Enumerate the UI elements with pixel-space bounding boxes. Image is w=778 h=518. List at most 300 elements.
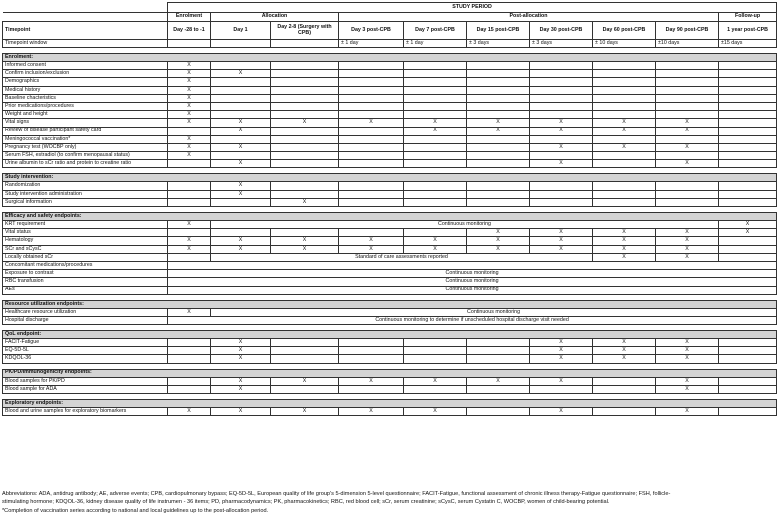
schedule-of-activities-table <box>2 2 777 416</box>
empty-cell <box>271 135 339 143</box>
schedule-mark: X <box>593 119 656 127</box>
empty-cell <box>339 143 404 151</box>
empty-cell <box>211 135 271 143</box>
activity-label: Study intervention administration <box>3 190 168 198</box>
empty-cell <box>593 111 656 119</box>
schedule-mark: X <box>211 237 271 245</box>
section-header-row <box>3 331 777 339</box>
empty-cell <box>656 135 719 143</box>
schedule-mark: X <box>339 237 404 245</box>
table-row <box>3 253 777 261</box>
empty-cell <box>593 198 656 206</box>
empty-cell <box>211 94 271 102</box>
schedule-mark: X <box>656 385 719 393</box>
schedule-mark: X <box>467 127 530 135</box>
schedule-mark: X <box>404 237 467 245</box>
table-row <box>3 182 777 190</box>
timepoint-window-cell: ±10 days <box>656 40 719 48</box>
footnote-line: stimulating hormone; KDQOL-36, kidney disease quality of life instrumen - 36 items; PD, pharmacodynamics; PK, pharmacokinetics; RBC, red blood cell; sCr, serum creatinine; sCysC, serum Cystatin C, WOCBP, women of child-bearing potential. <box>2 499 610 506</box>
empty-cell <box>467 198 530 206</box>
schedule-mark: X <box>211 119 271 127</box>
timepoint-column-header: Day -28 to -1 <box>168 22 211 40</box>
schedule-mark: X <box>211 127 271 135</box>
schedule-mark: X <box>530 119 593 127</box>
empty-cell <box>168 347 211 355</box>
empty-cell <box>271 160 339 168</box>
schedule-mark: X <box>530 143 593 151</box>
empty-cell <box>404 143 467 151</box>
empty-cell <box>593 78 656 86</box>
timepoint-column-header: 1 year post-CPB <box>719 22 777 40</box>
schedule-mark: X <box>211 377 271 385</box>
schedule-mark: X <box>271 408 339 416</box>
empty-cell <box>339 62 404 70</box>
schedule-mark: X <box>467 237 530 245</box>
empty-cell <box>656 190 719 198</box>
empty-cell <box>719 143 777 151</box>
timepoint-header-row <box>3 22 777 40</box>
schedule-mark: X <box>530 127 593 135</box>
empty-cell <box>719 127 777 135</box>
empty-cell <box>339 355 404 363</box>
empty-cell <box>404 94 467 102</box>
schedule-mark: X <box>593 339 656 347</box>
schedule-mark: X <box>530 160 593 168</box>
empty-cell <box>404 355 467 363</box>
schedule-mark: X <box>168 94 211 102</box>
empty-cell <box>211 111 271 119</box>
empty-cell <box>593 62 656 70</box>
schedule-mark: X <box>168 237 211 245</box>
empty-cell <box>339 339 404 347</box>
empty-cell <box>719 152 777 160</box>
table-row <box>3 190 777 198</box>
activity-label: Blood samples for PK/PD <box>3 377 168 385</box>
schedule-mark: X <box>593 253 656 261</box>
schedule-mark: X <box>593 127 656 135</box>
empty-cell <box>211 198 271 206</box>
activity-label: SCr and sCysC <box>3 245 168 253</box>
empty-cell <box>719 190 777 198</box>
empty-cell <box>271 347 339 355</box>
activity-label: Serum FSH, estradiol (to confirm menopausal status) <box>3 152 168 160</box>
schedule-mark: X <box>168 62 211 70</box>
study-period-label: STUDY PERIOD <box>168 3 777 13</box>
schedule-mark: X <box>404 408 467 416</box>
schedule-mark: X <box>656 347 719 355</box>
merged-cell <box>168 261 777 269</box>
table-row <box>3 198 777 206</box>
schedule-mark: X <box>530 355 593 363</box>
empty-cell <box>719 78 777 86</box>
empty-cell <box>593 94 656 102</box>
empty-cell <box>719 70 777 78</box>
empty-cell <box>168 253 211 261</box>
empty-cell <box>719 339 777 347</box>
empty-cell <box>467 94 530 102</box>
timepoint-window-cell: ± 3 days <box>467 40 530 48</box>
empty-cell <box>593 86 656 94</box>
empty-cell <box>656 111 719 119</box>
activity-label: Blood and urine samples for exploratory biomarkers <box>3 408 168 416</box>
empty-cell <box>404 78 467 86</box>
empty-cell <box>339 182 404 190</box>
empty-cell <box>593 152 656 160</box>
empty-cell <box>339 229 404 237</box>
empty-cell <box>719 86 777 94</box>
activity-label: Weight and height <box>3 111 168 119</box>
empty-cell <box>211 78 271 86</box>
schedule-mark: X <box>211 347 271 355</box>
empty-cell <box>467 135 530 143</box>
timepoint-window-cell: ±15 days <box>719 40 777 48</box>
activity-label: Locally obtained sCr <box>3 253 168 261</box>
schedule-mark: X <box>211 385 271 393</box>
empty-cell <box>168 355 211 363</box>
empty-cell <box>168 182 211 190</box>
table-row <box>3 94 777 102</box>
empty-cell <box>271 143 339 151</box>
activity-label: Confirm inclusion/exclusion <box>3 70 168 78</box>
merged-cell: Continuous monitoring <box>168 278 777 286</box>
empty-cell <box>271 111 339 119</box>
table-row <box>3 111 777 119</box>
empty-cell <box>467 408 530 416</box>
schedule-mark: X <box>168 408 211 416</box>
schedule-mark: X <box>467 229 530 237</box>
section-header-row <box>3 174 777 182</box>
activity-label: FACIT-Fatigue <box>3 339 168 347</box>
empty-cell <box>593 182 656 190</box>
schedule-mark: X <box>467 119 530 127</box>
empty-cell <box>467 102 530 110</box>
footnote-line: *Completion of vaccination series according to national and local guidelines up to the post-allocation period. <box>2 507 269 514</box>
timepoint-window-cell <box>168 40 211 48</box>
empty-cell <box>339 198 404 206</box>
post-allocation-phase-label: Post-allocation <box>339 13 719 22</box>
empty-cell <box>467 78 530 86</box>
schedule-mark: X <box>530 347 593 355</box>
table-row <box>3 143 777 151</box>
empty-cell <box>719 102 777 110</box>
schedule-mark: X <box>339 245 404 253</box>
empty-cell <box>404 62 467 70</box>
schedule-mark: X <box>168 135 211 143</box>
timepoint-window-cell: ± 1 day <box>339 40 404 48</box>
schedule-mark: X <box>168 102 211 110</box>
table-row <box>3 237 777 245</box>
empty-cell <box>168 339 211 347</box>
empty-cell <box>467 182 530 190</box>
empty-cell <box>339 102 404 110</box>
empty-cell <box>530 198 593 206</box>
timepoint-column-header: Day 2-8 (Surgery with CPB) <box>271 22 339 40</box>
table-row <box>3 119 777 127</box>
activity-label: RBC transfusion <box>3 278 168 286</box>
empty-cell <box>271 70 339 78</box>
timepoint-window-cell <box>271 40 339 48</box>
empty-cell <box>530 70 593 78</box>
table-row <box>3 78 777 86</box>
empty-cell <box>211 152 271 160</box>
empty-cell <box>719 385 777 393</box>
schedule-mark: X <box>593 245 656 253</box>
schedule-mark: X <box>211 70 271 78</box>
empty-cell <box>271 152 339 160</box>
empty-cell <box>719 62 777 70</box>
empty-cell <box>271 190 339 198</box>
schedule-mark: X <box>168 78 211 86</box>
schedule-mark: X <box>211 355 271 363</box>
empty-cell <box>339 111 404 119</box>
empty-cell <box>719 245 777 253</box>
activity-label: Hospital discharge <box>3 316 168 324</box>
table-row <box>3 102 777 110</box>
schedule-mark: X <box>339 377 404 385</box>
empty-cell <box>339 78 404 86</box>
empty-cell <box>467 339 530 347</box>
empty-cell <box>719 119 777 127</box>
empty-cell <box>530 78 593 86</box>
empty-cell <box>719 237 777 245</box>
empty-cell <box>404 135 467 143</box>
empty-cell <box>467 62 530 70</box>
empty-cell <box>467 143 530 151</box>
empty-cell <box>656 70 719 78</box>
empty-cell <box>339 347 404 355</box>
activity-label: AEs <box>3 286 168 294</box>
table-row <box>3 127 777 135</box>
empty-cell <box>719 347 777 355</box>
activity-label: Informed consent <box>3 62 168 70</box>
schedule-mark: X <box>271 377 339 385</box>
table-row <box>3 308 777 316</box>
empty-cell <box>339 127 404 135</box>
empty-cell <box>467 111 530 119</box>
empty-cell <box>211 62 271 70</box>
empty-cell <box>593 160 656 168</box>
phase-header-row <box>3 13 777 22</box>
schedule-mark: X <box>530 377 593 385</box>
study-period-header-row <box>3 3 777 13</box>
empty-cell <box>271 355 339 363</box>
schedule-mark: X <box>168 111 211 119</box>
schedule-mark: X <box>168 221 211 229</box>
timepoint-window-row <box>3 40 777 48</box>
section-title: Efficacy and safety endpoints: <box>3 213 777 221</box>
table-row <box>3 355 777 363</box>
empty-cell <box>404 111 467 119</box>
schedule-mark: X <box>656 245 719 253</box>
table-row <box>3 347 777 355</box>
empty-cell <box>271 385 339 393</box>
empty-cell <box>404 385 467 393</box>
empty-cell <box>404 102 467 110</box>
schedule-mark: X <box>656 339 719 347</box>
empty-cell <box>467 70 530 78</box>
timepoint-window-cell <box>211 40 271 48</box>
empty-cell <box>656 102 719 110</box>
schedule-mark: X <box>271 245 339 253</box>
empty-cell <box>339 86 404 94</box>
empty-cell <box>404 70 467 78</box>
schedule-mark: X <box>656 355 719 363</box>
section-header-row <box>3 213 777 221</box>
empty-cell <box>168 160 211 168</box>
merged-cell: Continuous monitoring <box>168 286 777 294</box>
activity-label: Blood sample for ADA <box>3 385 168 393</box>
table-row <box>3 135 777 143</box>
activity-label: Randomization <box>3 182 168 190</box>
section-title: Study intervention: <box>3 174 777 182</box>
empty-cell <box>530 111 593 119</box>
empty-cell <box>719 182 777 190</box>
schedule-mark: X <box>593 347 656 355</box>
activity-label: EQ-5D-5L <box>3 347 168 355</box>
schedule-mark: X <box>656 377 719 385</box>
timepoint-column-header: Day 60 post-CPB <box>593 22 656 40</box>
merged-cell: Continuous monitoring <box>168 270 777 278</box>
table-row <box>3 377 777 385</box>
empty-cell <box>593 408 656 416</box>
activity-label: Urine albumin to sCr ratio and protein to creatine ratio <box>3 160 168 168</box>
table-row <box>3 286 777 294</box>
schedule-mark: X <box>593 355 656 363</box>
table-row <box>3 408 777 416</box>
schedule-mark: X <box>404 377 467 385</box>
empty-cell <box>656 94 719 102</box>
table-row <box>3 160 777 168</box>
activity-label: Surgical information <box>3 198 168 206</box>
schedule-mark: X <box>271 119 339 127</box>
schedule-mark: X <box>530 339 593 347</box>
schedule-mark: X <box>168 308 211 316</box>
empty-cell <box>339 70 404 78</box>
schedule-mark: X <box>339 408 404 416</box>
empty-cell <box>339 385 404 393</box>
empty-cell <box>719 253 777 261</box>
activity-label: Concomitant medications/procedures <box>3 261 168 269</box>
timepoint-column-header: Day 7 post-CPB <box>404 22 467 40</box>
empty-cell <box>530 94 593 102</box>
allocation-phase-label: Allocation <box>211 13 339 22</box>
schedule-mark: X <box>211 143 271 151</box>
schedule-mark: X <box>656 160 719 168</box>
empty-cell <box>339 190 404 198</box>
table-row <box>3 261 777 269</box>
empty-cell <box>211 86 271 94</box>
schedule-mark: X <box>656 119 719 127</box>
empty-cell <box>467 86 530 94</box>
empty-cell <box>593 385 656 393</box>
schedule-mark: X <box>211 339 271 347</box>
timepoint-window-cell: ± 3 days <box>530 40 593 48</box>
activity-label: Pregnancy test (WOCBP only) <box>3 143 168 151</box>
schedule-mark: X <box>404 119 467 127</box>
empty-cell <box>404 86 467 94</box>
schedule-mark: X <box>719 229 777 237</box>
schedule-mark: X <box>168 245 211 253</box>
empty-cell <box>404 152 467 160</box>
empty-cell <box>593 70 656 78</box>
footnote-line: Abbreviations: ADA, antidrug antibody; AE, adverse events; CPB, cardiopulmonary bypass; EQ-5D-5L, European quality of life group's 5-dimension 5-level questionnaire; FACIT-Fatigue, functional assessment of chronic illness therapy-Fatigue questionnaire; FSH, follicle- <box>2 491 671 497</box>
timepoint-column-header: Day 3 post-CPB <box>339 22 404 40</box>
empty-cell <box>211 229 271 237</box>
empty-cell <box>404 347 467 355</box>
schedule-mark: X <box>404 127 467 135</box>
empty-cell <box>593 377 656 385</box>
schedule-mark: X <box>339 119 404 127</box>
section-header-row <box>3 54 777 62</box>
empty-cell <box>530 182 593 190</box>
empty-cell <box>404 339 467 347</box>
empty-cell <box>339 160 404 168</box>
schedule-mark: X <box>593 229 656 237</box>
schedule-mark: X <box>656 127 719 135</box>
activity-label: Meningococcal vaccination* <box>3 135 168 143</box>
table-row <box>3 339 777 347</box>
empty-cell <box>593 135 656 143</box>
table-row <box>3 270 777 278</box>
empty-cell <box>530 102 593 110</box>
timepoint-window-cell: ± 1 day <box>404 40 467 48</box>
activity-label: Vital status <box>3 229 168 237</box>
activity-label: Baseline chacteristics <box>3 94 168 102</box>
schedule-mark: X <box>211 408 271 416</box>
activity-label: Vital signs <box>3 119 168 127</box>
section-header-row <box>3 369 777 377</box>
empty-cell <box>719 111 777 119</box>
empty-cell <box>339 94 404 102</box>
empty-cell <box>719 135 777 143</box>
schedule-mark: X <box>467 377 530 385</box>
timepoint-column-header: Day 15 post-CPB <box>467 22 530 40</box>
schedule-mark: X <box>530 408 593 416</box>
table-row <box>3 229 777 237</box>
empty-cell <box>530 152 593 160</box>
empty-cell <box>593 190 656 198</box>
timepoint-window-cell: ± 10 days <box>593 40 656 48</box>
schedule-mark: X <box>467 245 530 253</box>
empty-cell <box>211 102 271 110</box>
empty-cell <box>530 385 593 393</box>
table-row <box>3 245 777 253</box>
timepoint-label: Timepoint <box>3 22 168 40</box>
schedule-mark: X <box>656 408 719 416</box>
schedule-mark: X <box>656 237 719 245</box>
activity-label: Demographics <box>3 78 168 86</box>
empty-cell <box>530 62 593 70</box>
activity-label: Exposure to contrast <box>3 270 168 278</box>
empty-cell <box>467 355 530 363</box>
section-title: QoL endpoint: <box>3 331 777 339</box>
empty-cell <box>467 190 530 198</box>
timepoint-column-header: Day 30 post-CPB <box>530 22 593 40</box>
empty-cell <box>719 94 777 102</box>
schedule-mark: X <box>168 143 211 151</box>
empty-cell <box>656 152 719 160</box>
activity-label: Medical history <box>3 86 168 94</box>
empty-cell <box>168 190 211 198</box>
empty-cell <box>467 160 530 168</box>
empty-cell <box>271 229 339 237</box>
empty-cell <box>404 198 467 206</box>
empty-cell <box>168 385 211 393</box>
empty-cell <box>656 182 719 190</box>
schedule-mark: X <box>271 198 339 206</box>
timepoint-column-header: Day 90 post-CPB <box>656 22 719 40</box>
empty-cell <box>719 198 777 206</box>
